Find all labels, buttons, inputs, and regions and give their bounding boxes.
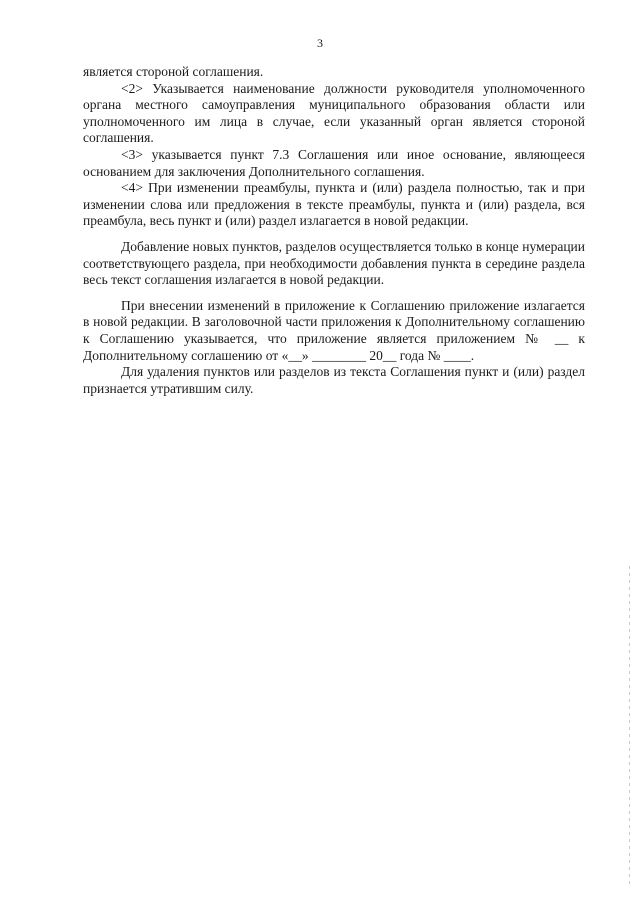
- scan-edge-mark: [629, 566, 630, 886]
- paragraph-removal: Для удаления пунктов или разделов из текста Соглашения пункт и (или) раздел признается утратившим силу.: [83, 364, 585, 396]
- page-number: 3: [317, 36, 323, 50]
- paragraph-continuation: является стороной соглашения.: [83, 64, 264, 79]
- document-body: [83, 64, 585, 397]
- paragraph-adding-items: Добавление новых пунктов, разделов осуществляется только в конце нумерации соответствующего раздела, при необходимости добавления пункта в середине раздела весь текст соглашения излагается в новой редакции.: [83, 238, 585, 288]
- paragraph-appendix-changes: При внесении изменений в приложение к Соглашению приложение излагается в новой редакции. В заголовочной части приложения к Дополнительному соглашению к Соглашению указывается, что приложение является приложением № __ к Дополнительному соглашению от «__» ________ 20__ года № ____.: [83, 297, 585, 363]
- footnote-3: <3> указывается пункт 7.3 Соглашения или иное основание, являющееся основанием для заключения Дополнительного соглашения.: [83, 146, 585, 179]
- footnote-4: <4> При изменении преамбулы, пункта и (или) раздела полностью, так и при изменении слова или предложения в тексте преамбулы, пункта и (или) раздела, вся преамбула, весь пункт и (или) раздел излагается в новой редакции.: [83, 180, 585, 229]
- footnote-2: <2> Указывается наименование должности руководителя уполномоченного органа местного самоуправления муниципального образования области или уполномоченного им лица в случае, если указанный орган является стороной соглашения.: [83, 80, 585, 146]
